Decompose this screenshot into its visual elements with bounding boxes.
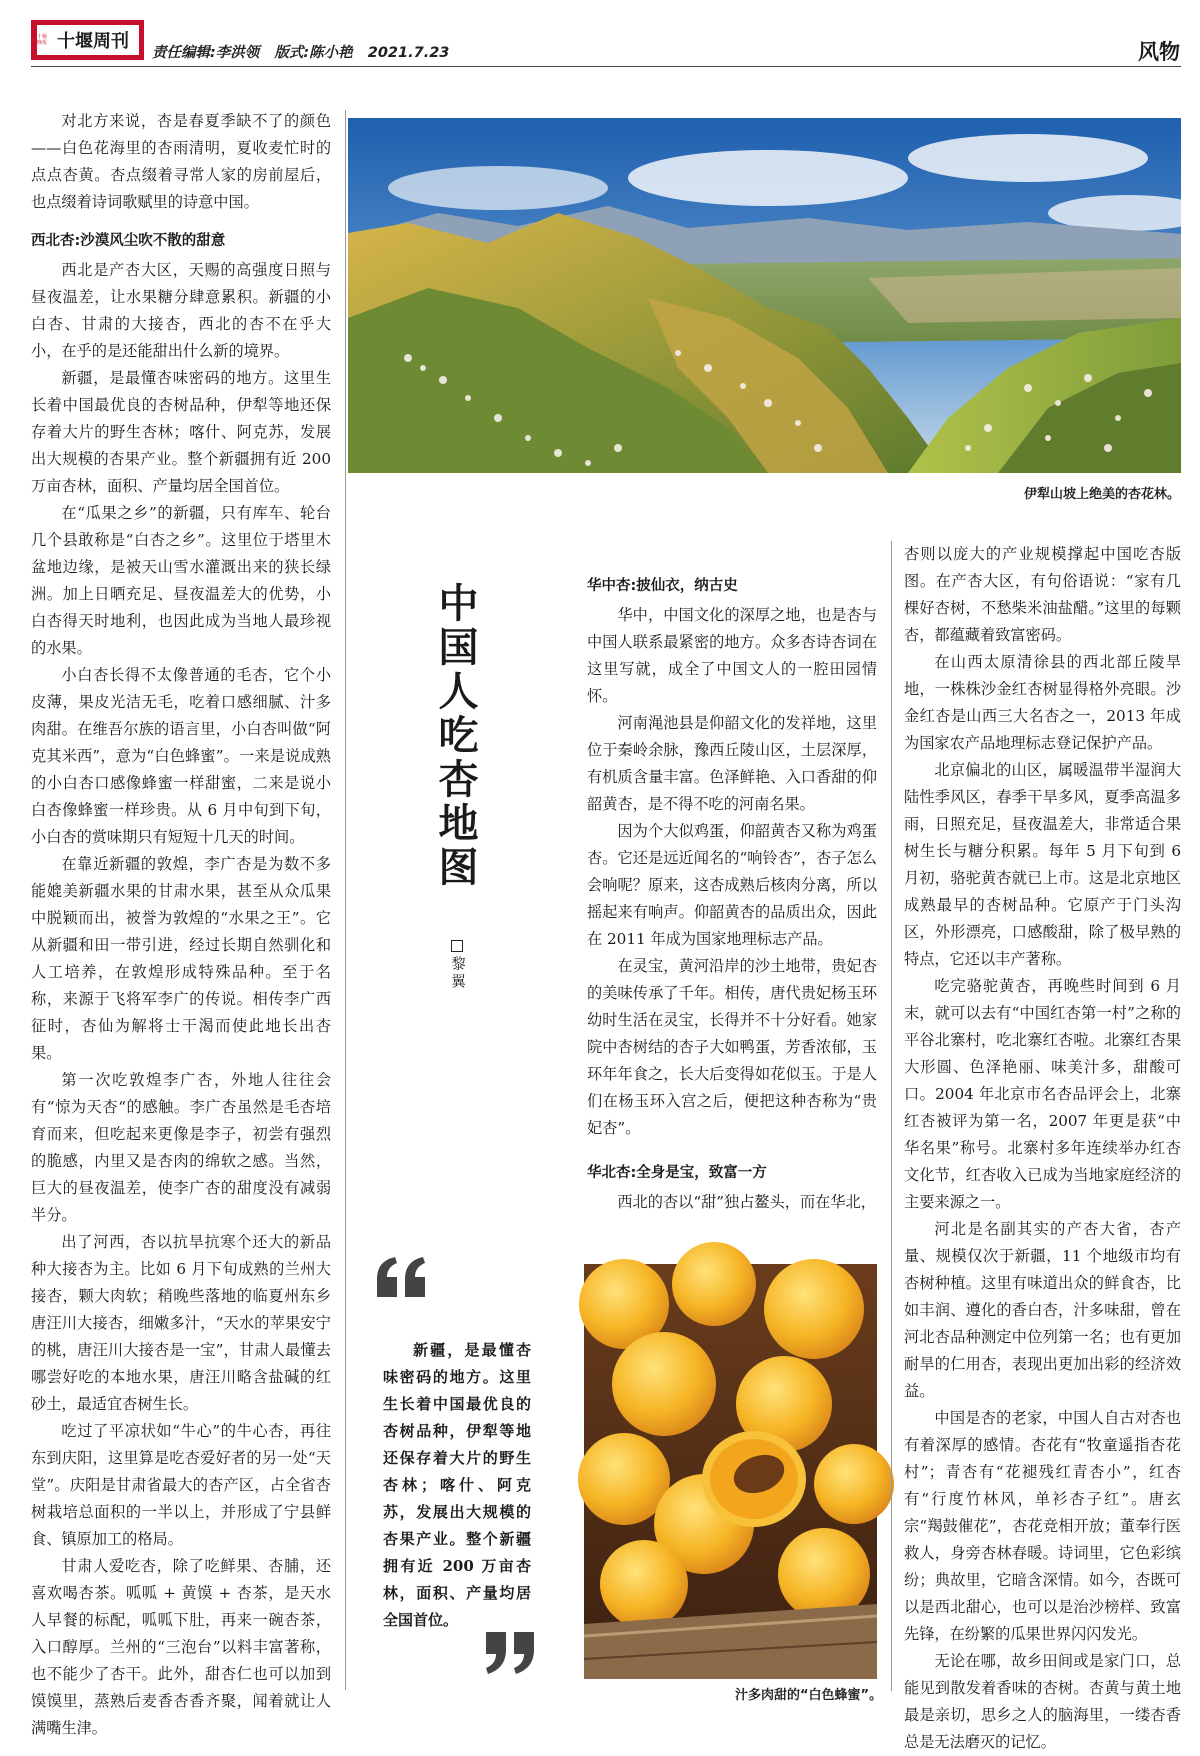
subheading-northwest: 西北杏:沙漠风尘吹不散的甜意 [31, 233, 226, 249]
masthead-side-label: 十堰晚报 [37, 34, 48, 46]
article-column-3 [587, 575, 877, 1216]
layout-credit: 版式:陈小艳 [274, 45, 353, 61]
article-column-1 [31, 108, 331, 1742]
subheading-central-china: 华中杏:披仙衣，纳古史 [587, 578, 738, 594]
body-paragraph: 在山西太原清徐县的西北部丘陵旱地，一株株沙金红杏树显得格外亮眼。沙金红杏是山西三大名杏之一，2013 年成为国家农产品地理标志登记保护产品。 [904, 653, 1181, 752]
masthead-logo [31, 20, 144, 60]
body-paragraph: 在“瓜果之乡”的新疆，只有库车、轮台几个县敢称是“白杏之乡”。这里位于塔里木盆地边缘，是被天山雪水灌溉出来的狭长绿洲。加上日晒充足、昼夜温差大的优势，小白杏得天时地利，也因此成为当地人最珍视的水果。 [31, 504, 331, 657]
body-paragraph: 新疆，是最懂杏味密码的地方。这里生长着中国最优良的杏树品种，伊犁等地还保存着大片的野生杏林；喀什、阿克苏，发展出大规模的杏果产业。整个新疆拥有近 200 万亩杏林，面积、产量均居全国首位。 [31, 369, 331, 495]
body-paragraph: 河南渑池县是仰韶文化的发祥地，这里位于秦岭余脉，豫西丘陵山区，土层深厚，有机质含量丰富。色泽鲜艳、入口香甜的仰韶黄杏，是不得不吃的河南名果。 [587, 714, 877, 813]
body-paragraph: 吃完骆驼黄杏，再晚些时间到 6 月末，就可以去有“中国红杏第一村”之称的平谷北寨村，吃北寨红杏啦。北寨红杏果大形圆、色泽艳丽、味美汁多，甜酸可口。2004 年北京市名杏品评会上，北寨红杏被评为第一名，2007 年更是获“中华名果”称号。北寨村多年连续举办红杏文化节，红杏收入已成为当地家庭经济的主要来源之一。 [904, 977, 1181, 1211]
body-paragraph: 北京偏北的山区，属暖温带半湿润大陆性季风区，春季干旱多风，夏季高温多雨，日照充足，昼夜温差大，非常适合果树生长与糖分积累。每年 5 月下旬到 6 月初，骆驼黄杏就已上市。这是北京地区成熟最早的杏树品种。它原产于门头沟区，外形漂亮，口感酸甜，除了极早熟的特点，它还以丰产著称。 [904, 761, 1181, 968]
body-paragraph: 出了河西，杏以抗旱抗寒个还大的新品种大接杏为主。比如 6 月下旬成熟的兰州大接杏，颗大肉软；稍晚些落地的临夏州东乡唐汪川大接杏，细嫩多汁，“天水的苹果安宁的桃，唐汪川大接杏是一宝”，甘肃人最懂去哪尝好吃的本地水果，唐汪川略含盐碱的红砂土，最适宜杏树生长。 [31, 1233, 331, 1413]
open-quote-icon [373, 1253, 433, 1303]
body-paragraph: 吃过了平凉状如“牛心”的牛心杏，再往东到庆阳，这里算是吃杏爱好者的另一处“天堂”。庆阳是甘肃省最大的杏产区，占全省杏树栽培总面积的一半以上，并形成了宁县鲜食、镇原加工的格局。 [31, 1422, 331, 1548]
body-paragraph: 小白杏长得不太像普通的毛杏，它个小皮薄，果皮光洁无毛，吃着口感细腻、汁多肉甜。在维吾尔族的语言里，小白杏叫做“阿克其米西”，意为“白色蜂蜜”。一来是说成熟的小白杏口感像蜂蜜一样甜蜜，二来是说小白杏像蜂蜜一样珍贵。从 6 月中旬到下旬，小白杏的赏味期只有短短十几天的时间。 [31, 666, 331, 846]
author-name: 黎翼 [449, 956, 465, 991]
body-paragraph: 中国是杏的老家，中国人自古对杏也有着深厚的感情。杏花有“牧童遥指杏花村”；青杏有“花褪残红青杏小”，红杏有“行度竹林风，单衫杏子红”。唐玄宗“羯鼓催花”，杏花竞相开放；董奉行医救人，身旁杏林春暖。诗词里，它色彩缤纷；典故里，它暗含深情。如今，杏既可以是西北甜心，也可以是治沙榜样、致富先锋，在纷繁的瓜果世界闪闪发光。 [904, 1409, 1181, 1643]
article-author [447, 940, 468, 991]
issue-date: 2021.7.23 [367, 45, 450, 61]
article-column-4 [904, 541, 1181, 1756]
body-paragraph: 河北是名副其实的产杏大省，杏产量、规模仅次于新疆，11 个地级市均有杏树种植。这里有味道出众的鲜食杏，比如丰润、遵化的香白杏，汁多味甜，曾在河北杏品种测定中位列第一名；也有更加耐旱的仁用杏，表现出更加出彩的经济效益。 [904, 1220, 1181, 1400]
apricot-fruit-photo [584, 1264, 877, 1679]
body-paragraph: 在灵宝，黄河沿岸的沙土地带，贵妃杏的美味传承了千年。相传，唐代贵妃杨玉环幼时生活在灵宝，长得并不十分好看。她家院中杏树结的杏子大如鸭蛋，芳香浓郁，玉环年年食之，长大后变得如花似玉。于是人们在杨玉环入宫之后，便把这种杏称为“贵妃杏”。 [587, 957, 877, 1137]
body-paragraph: 杏则以庞大的产业规模撑起中国吃杏版图。在产杏大区，有句俗语说：“家有几棵好杏树，不愁柴米油盐醋。”这里的每颗杏，都蕴藏着致富密码。 [904, 545, 1181, 644]
apricot-blossom-photo [348, 118, 1181, 473]
body-paragraph: 甘肃人爱吃杏，除了吃鲜果、杏脯，还喜欢喝杏茶。呱呱 + 黄馍 + 杏茶，是天水人早餐的标配，呱呱下肚，再来一碗杏茶，入口醇厚。兰州的“三泡台”以料丰富著称，也不能少了杏干。此外，甜杏仁也可以加到馍馍里，蒸熟后麦香杏香齐聚，闻着就让人满嘴生津。 [31, 1557, 331, 1737]
section-tag: 风物 [1138, 40, 1180, 64]
byline-box-icon [451, 940, 463, 952]
pull-quote-text: 新疆，是最懂杏味密码的地方。这里生长着中国最优良的杏树品种，伊犁等地还保存着大片的野生杏林；喀什、阿克苏，发展出大规模的杏果产业。整个新疆拥有近 200 万亩杏林，面积、产量均居全国首位。 [383, 1341, 531, 1629]
body-paragraph: 华中，中国文化的深厚之地，也是杏与中国人联系最紧密的地方。众多杏诗杏词在这里写就，成全了中国文人的一腔田园情怀。 [587, 606, 877, 705]
pull-quote [383, 1337, 531, 1634]
body-paragraph: 第一次吃敦煌李广杏，外地人往往会有“惊为天杏“的感触。李广杏虽然是毛杏培育而来，但吃起来更像是李子，初尝有强烈的脆感，内里又是杏肉的绵软之感。当然，巨大的昼夜温差，使李广杏的甜度没有减弱半分。 [31, 1071, 331, 1224]
header-divider [31, 66, 1181, 67]
article-title: 中国人吃杏地图 [432, 582, 478, 890]
close-quote-icon [478, 1628, 538, 1678]
subheading-north-china: 华北杏:全身是宝，致富一方 [587, 1165, 767, 1181]
body-paragraph: 无论在哪，故乡田间或是家门口，总能见到散发着香味的杏树。杏黄与黄土地最是亲切，思乡之人的脑海里，一缕杏香总是无法磨灭的记忆。 [904, 1652, 1181, 1751]
intro-paragraph: 对北方来说，杏是春夏季缺不了的颜色——白色花海里的杏雨清明，夏收麦忙时的点点杏黄。杏点缀着寻常人家的房前屋后，也点缀着诗词歌赋里的诗意中国。 [31, 112, 331, 211]
photo-caption-bottom: 汁多肉甜的“白色蜂蜜”。 [735, 1688, 883, 1703]
column-divider [891, 541, 892, 1691]
body-paragraph: 西北是产杏大区，天赐的高强度日照与昼夜温差，让水果糖分肆意累积。新疆的小白杏、甘肃的大接杏，西北的杏不在乎大小，在乎的是还能甜出什么新的境界。 [31, 261, 331, 360]
photo-caption-top: 伊犁山坡上绝美的杏花林。 [1023, 487, 1180, 502]
header-meta [152, 41, 459, 62]
body-paragraph: 西北的杏以“甜”独占鳌头，而在华北， [617, 1193, 876, 1211]
editor-credit: 责任编辑:李洪领 [152, 45, 260, 61]
body-paragraph: 在靠近新疆的敦煌，李广杏是为数不多能媲美新疆水果的甘肃水果，甚至从众瓜果中脱颖而出，被誉为敦煌的“水果之王”。它从新疆和田一带引进，经过长期自然驯化和人工培养，在敦煌形成特殊品种。至于名称，来源于飞将军李广的传说。相传李广西征时，杏仙为解将士干渴而使此地长出杏果。 [31, 855, 331, 1062]
body-paragraph: 因为个大似鸡蛋，仰韶黄杏又称为鸡蛋杏。它还是远近闻名的“响铃杏”，杏子怎么会响呢？原来，这杏成熟后核肉分离，所以摇起来有响声。仰韶黄杏的品质出众，因此在 2011 年成为国家地理标志产品。 [587, 822, 877, 948]
column-divider [345, 110, 346, 1690]
masthead-title: 十堰周刊 [57, 31, 129, 52]
